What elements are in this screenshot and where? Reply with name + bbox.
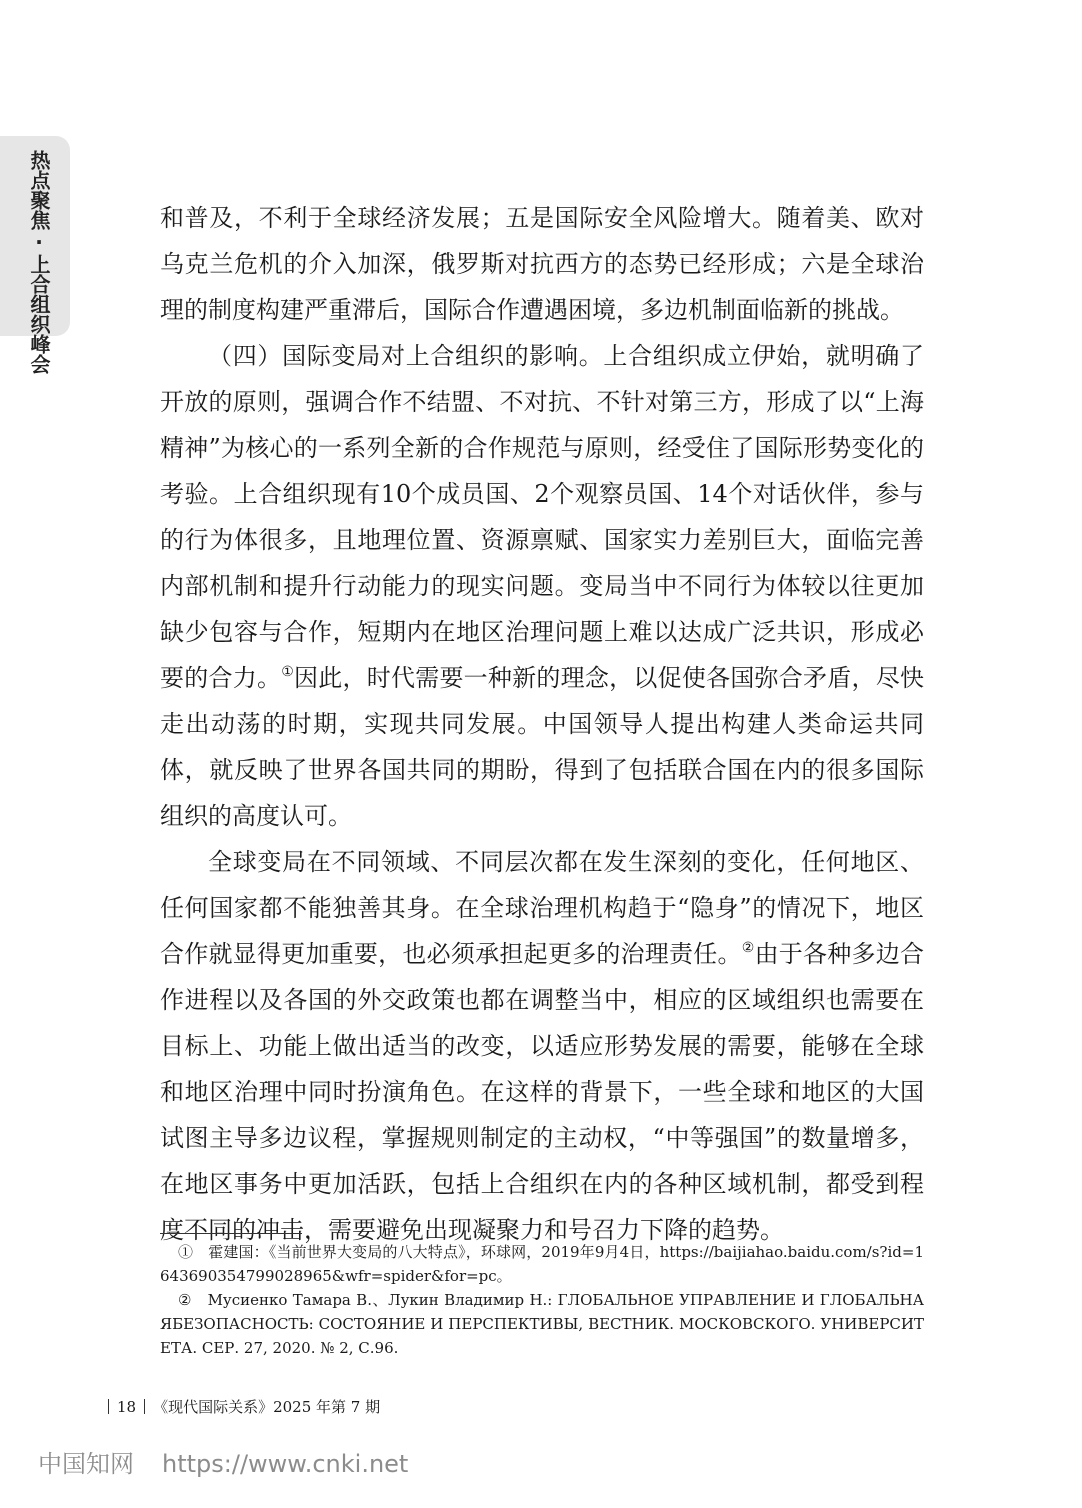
paragraph-3-text-b: 由于各种多边合作进程以及各国的外交政策也都在调整当中，相应的区域组织也需要在目标上、功能上做出适当的改变，以适应形势发展的需要，能够在全球和地区治理中同时扮演角色。在这样的背景下，一些全球和地区的大国试图主导多边议程，掌握规则制定的主动权，“中等强国”的数量增多，在地区事务中更加活跃，包括上合组织在内的各种区域机制，都受到程度不同的冲击，需要避免出现凝聚力和号召力下降的趋势。 <box>160 940 925 1244</box>
paragraph-2-text-a: （四）国际变局对上合组织的影响。上合组织成立伊始，就明确了开放的原则，强调合作不结盟、不对抗、不针对第三方，形成了以“上海精神”为核心的一系列全新的合作规范与原则，经受住了国际形势变化的考验。上合组织现有10个成员国、2个观察员国、14个对话伙伴，参与的行为体很多，且地理位置、资源禀赋、国家实力差别巨大，面临完善内部机制和提升行动能力的现实问题。变局当中不同行为体较以往更加缺少包容与合作，短期内在地区治理问题上难以达成广泛共识，形成必要的合力。 <box>160 342 924 692</box>
paragraph-2-text-b: 因此，时代需要一种新的理念，以促使各国弥合矛盾，尽快走出动荡的时期，实现共同发展。中国领导人提出构建人类命运共同体，就反映了世界各国共同的期盼，得到了包括联合国在内的很多国际组织的高度认可。 <box>160 664 924 830</box>
journal-issue: 《现代国际关系》2025 年第 7 期 <box>153 1398 381 1416</box>
footnotes <box>160 1240 924 1360</box>
page-number: 18 <box>117 1398 137 1416</box>
watermark-url[interactable]: https://www.cnki.net <box>162 1450 409 1478</box>
paragraph-3 <box>160 839 924 1253</box>
page-footer <box>108 1396 380 1418</box>
footer-divider <box>144 1399 145 1414</box>
footnote-ref-1[interactable]: ① <box>281 664 294 680</box>
cnki-watermark <box>38 1444 408 1479</box>
footnote-1: ① 霍建国：《当前世界大变局的八大特点》，环球网，2019年9月4日，https://baijiahao.baidu.com/s?id=1643690354799028965&wfr=spider&for=pc。 <box>160 1243 924 1285</box>
footnote-ref-2[interactable]: ② <box>741 940 755 956</box>
paragraph-2 <box>160 333 924 839</box>
footer-divider <box>108 1399 109 1414</box>
watermark-brand: 中国知网 <box>38 1450 134 1478</box>
footnote-divider <box>160 1233 302 1234</box>
section-tab-label: 热点聚焦·上合组织峰会 <box>27 150 51 374</box>
paragraph-1: 和普及，不利于全球经济发展；五是国际安全风险增大。随着美、欧对乌克兰危机的介入加深，俄罗斯对抗西方的态势已经形成；六是全球治理的制度构建严重滞后，国际合作遭遇困境，多边机制面临新的挑战。 <box>160 204 924 324</box>
paragraph-3-text-a: 全球变局在不同领域、不同层次都在发生深刻的变化，任何地区、任何国家都不能独善其身。在全球治理机构趋于“隐身”的情况下，地区合作就显得更加重要，也必须承担起更多的治理责任。 <box>160 848 924 968</box>
article-body <box>160 195 924 1253</box>
footnote-2: ② Мусиенко Тамара В.、Лукин Владимир Н.: ГЛОБАЛЬНОЕ УПРАВЛЕНИЕ И ГЛОБАЛЬНАЯБЕЗОПАСНОСТЬ: СОСТОЯНИЕ И ПЕРСПЕКТИВЫ, ВЕСТНИК. МОСКОВСКОГО. УНИВЕРСИТЕТА. СЕР. 27, 2020. № 2, С.96. <box>160 1291 924 1357</box>
